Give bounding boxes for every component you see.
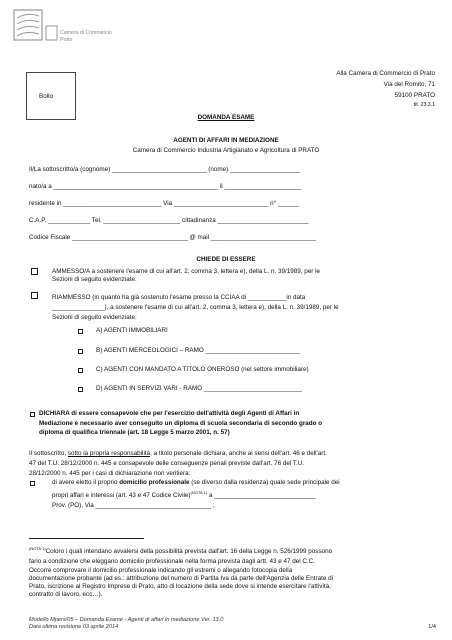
responsibility-line-1 xyxy=(29,450,437,458)
domicile-checkbox[interactable] xyxy=(30,481,35,486)
stamp-label: Bollo xyxy=(39,93,54,100)
domicile-text xyxy=(52,479,438,510)
footnote-line-6: contratto di lavoro, ecc…). xyxy=(29,591,103,599)
domicile-line-3[interactable]: Prov. (PO), Via _________________________________ ; xyxy=(52,502,215,510)
section-c-checkbox[interactable] xyxy=(78,368,83,373)
address-line-2: Via del Romito, 71 xyxy=(383,81,435,88)
section-a-checkbox[interactable] xyxy=(78,329,83,334)
resp-underlined: sotto la propria responsabilità xyxy=(67,450,151,457)
readmitted-line-2: _______________), a sostenere l'esame di cui all'art. 2, comma 3, lettera e), della L. n. 39/1989, per le xyxy=(52,304,339,311)
footer-revision: Data ultima revisione 03 aprile 2014 xyxy=(29,624,119,630)
declaration-checkbox[interactable] xyxy=(30,412,35,417)
responsibility-text xyxy=(29,450,437,478)
footnote-line-1 xyxy=(29,545,439,556)
logo-line-1: Camera di Commercio xyxy=(60,30,112,36)
request-heading: CHIEDE DI ESSERE xyxy=(196,256,256,263)
declaration-line-2: Mediazione è necessario aver conseguito un diploma di scuola secondaria di secondo grado o xyxy=(39,419,323,427)
footnote-line-3: Occorre comprovare il domicilio professionale indicando gli estremi o allegando fotocopia della xyxy=(29,567,293,575)
page-title: DOMANDA ESAME xyxy=(197,114,255,121)
domicile-2b[interactable]: a _____________________________ xyxy=(207,492,316,500)
stamp-box xyxy=(26,72,76,120)
title-chamber: Camera di Commercio Industria Artigianato e Agricoltura di PRATO xyxy=(132,147,320,154)
admitted-line-1: AMMESSO/A a sostenere l'esame di cui all'art. 2, comma 3, lettera e), della L. n. 39/1989, per le xyxy=(52,268,321,275)
domicile-b: domicilio professionale xyxy=(119,479,190,486)
footnote-line-4: documentazione probante (ad es.: attribuzione del numero di Partita Iva da parte dell'Agenzia delle Entrate di xyxy=(29,575,333,583)
readmitted-text xyxy=(52,294,436,322)
field-name-row[interactable]: Il/La sottoscritto/a (cognome) ___________________________ (nome) ____________________ xyxy=(29,166,300,173)
domicile-line-1 xyxy=(52,479,438,487)
section-d-label: D) AGENTI IN SERVIZI VARI - RAMO ____________________________ xyxy=(96,385,302,392)
admitted-line-2: Sezioni di seguito evidenziate: xyxy=(52,276,137,283)
domicile-line-2 xyxy=(52,489,438,500)
readmitted-line-1: RIAMMESSO (in quanto ha già sostenuto l'esame presso la CCIAA di ___________in data xyxy=(52,294,306,301)
declaration-line-1: DICHIARA di essere consapevole che per l'esercizio dell'attività degli Agenti di Affari in xyxy=(39,410,300,417)
admitted-checkbox[interactable] xyxy=(31,268,38,275)
resp-prefix: Il sottoscritto, xyxy=(29,450,68,457)
domicile-2a: propri affari e interessi (art. 43 e 47 Codice Civile) xyxy=(52,492,191,500)
footer-model: Modello Mpers/05 – Domanda Esame - Agenti di affari in mediazione Ver. 13.0 xyxy=(29,617,224,623)
title-subtitle: AGENTI DI AFFARI IN MEDIAZIONE xyxy=(173,137,279,144)
chamber-logo-icon xyxy=(13,8,59,48)
footnote-divider xyxy=(29,538,144,539)
footnote-line-2: fario a condizione che eleggano domicilio professionale nella forma prevista dagli artt. 43 e 47 del C.C. xyxy=(29,557,315,565)
field-contact-row[interactable]: C.A.P. ____________ Tel. ______________________ cittadinanza __________________________ xyxy=(29,217,309,224)
responsibility-line-2: 47 del T.U. 28/12/2000 n. 445 e consapevole delle conseguenze penali previste dall'art. 76 del T.U. xyxy=(29,460,305,467)
section-b-checkbox[interactable] xyxy=(78,349,83,354)
domicile-a: di avere eletto il proprio xyxy=(52,479,120,486)
footnote-line-1-text: Coloro i quali intendano avvalersi della possibilità prevista dall'art. 16 della Legge n. 526/1999 possono xyxy=(45,548,333,556)
section-d-checkbox[interactable] xyxy=(78,387,83,392)
declaration-line-3: diploma di qualifica triennale (art. 18 Legge 5 marzo 2001, n. 57) xyxy=(39,429,230,436)
domicile-note-ref: (NOTA 1) xyxy=(190,490,208,495)
domicile-c: (se diverso dalla residenza) quale sede principale dei xyxy=(189,479,340,486)
declaration-text xyxy=(39,410,437,437)
logo-caption xyxy=(60,30,112,43)
admitted-text xyxy=(52,268,436,284)
footnote-marker: (NOTA 1) xyxy=(29,546,46,551)
section-a-label: A) AGENTI IMMOBILIARI xyxy=(96,327,168,334)
field-birth-row[interactable]: nato/a a _______________________________________________ il ______________________ xyxy=(29,183,302,190)
address-line-3: 59100 PRATO xyxy=(394,92,435,99)
footnote xyxy=(29,545,439,599)
readmitted-line-3: Sezioni di seguito evidenziate: xyxy=(52,314,137,321)
readmitted-checkbox[interactable] xyxy=(31,292,38,299)
recipient-address xyxy=(250,70,435,100)
footnote-line-5: Prato, iscrizione al Registro Imprese di Prato, atto di locazione della sede dove si intende esercitare l'attività, xyxy=(29,583,331,591)
responsibility-line-3: 28/12/2000 n. 445 per i casi di dichiarazione non veritiera: xyxy=(29,470,191,477)
page-number: 1/4 xyxy=(428,624,436,630)
field-residence-row[interactable]: residente in ____________________________ Via ___________________________ n° ______ xyxy=(29,200,299,207)
address-line-1: Alla Camera di Commercio di Prato xyxy=(336,70,435,77)
field-fiscal-row[interactable]: Codice Fiscale _________________________________ @ mail ______________________________ xyxy=(29,234,316,241)
title-code: tit. 23.3.1 xyxy=(413,102,435,108)
logo-line-2: Prato xyxy=(60,36,73,43)
section-c-label: C) AGENTI CON MANDATO A TITOLO ONEROSO (nel settore immobiliare) xyxy=(96,366,309,373)
section-b-label: B) AGENTI MERCEOLOGICI – RAMO ___________________________ xyxy=(96,347,301,354)
resp-suffix: , a titolo personale dichiara, anche ai sensi dell'art. 46 e dell'art. xyxy=(150,450,327,457)
